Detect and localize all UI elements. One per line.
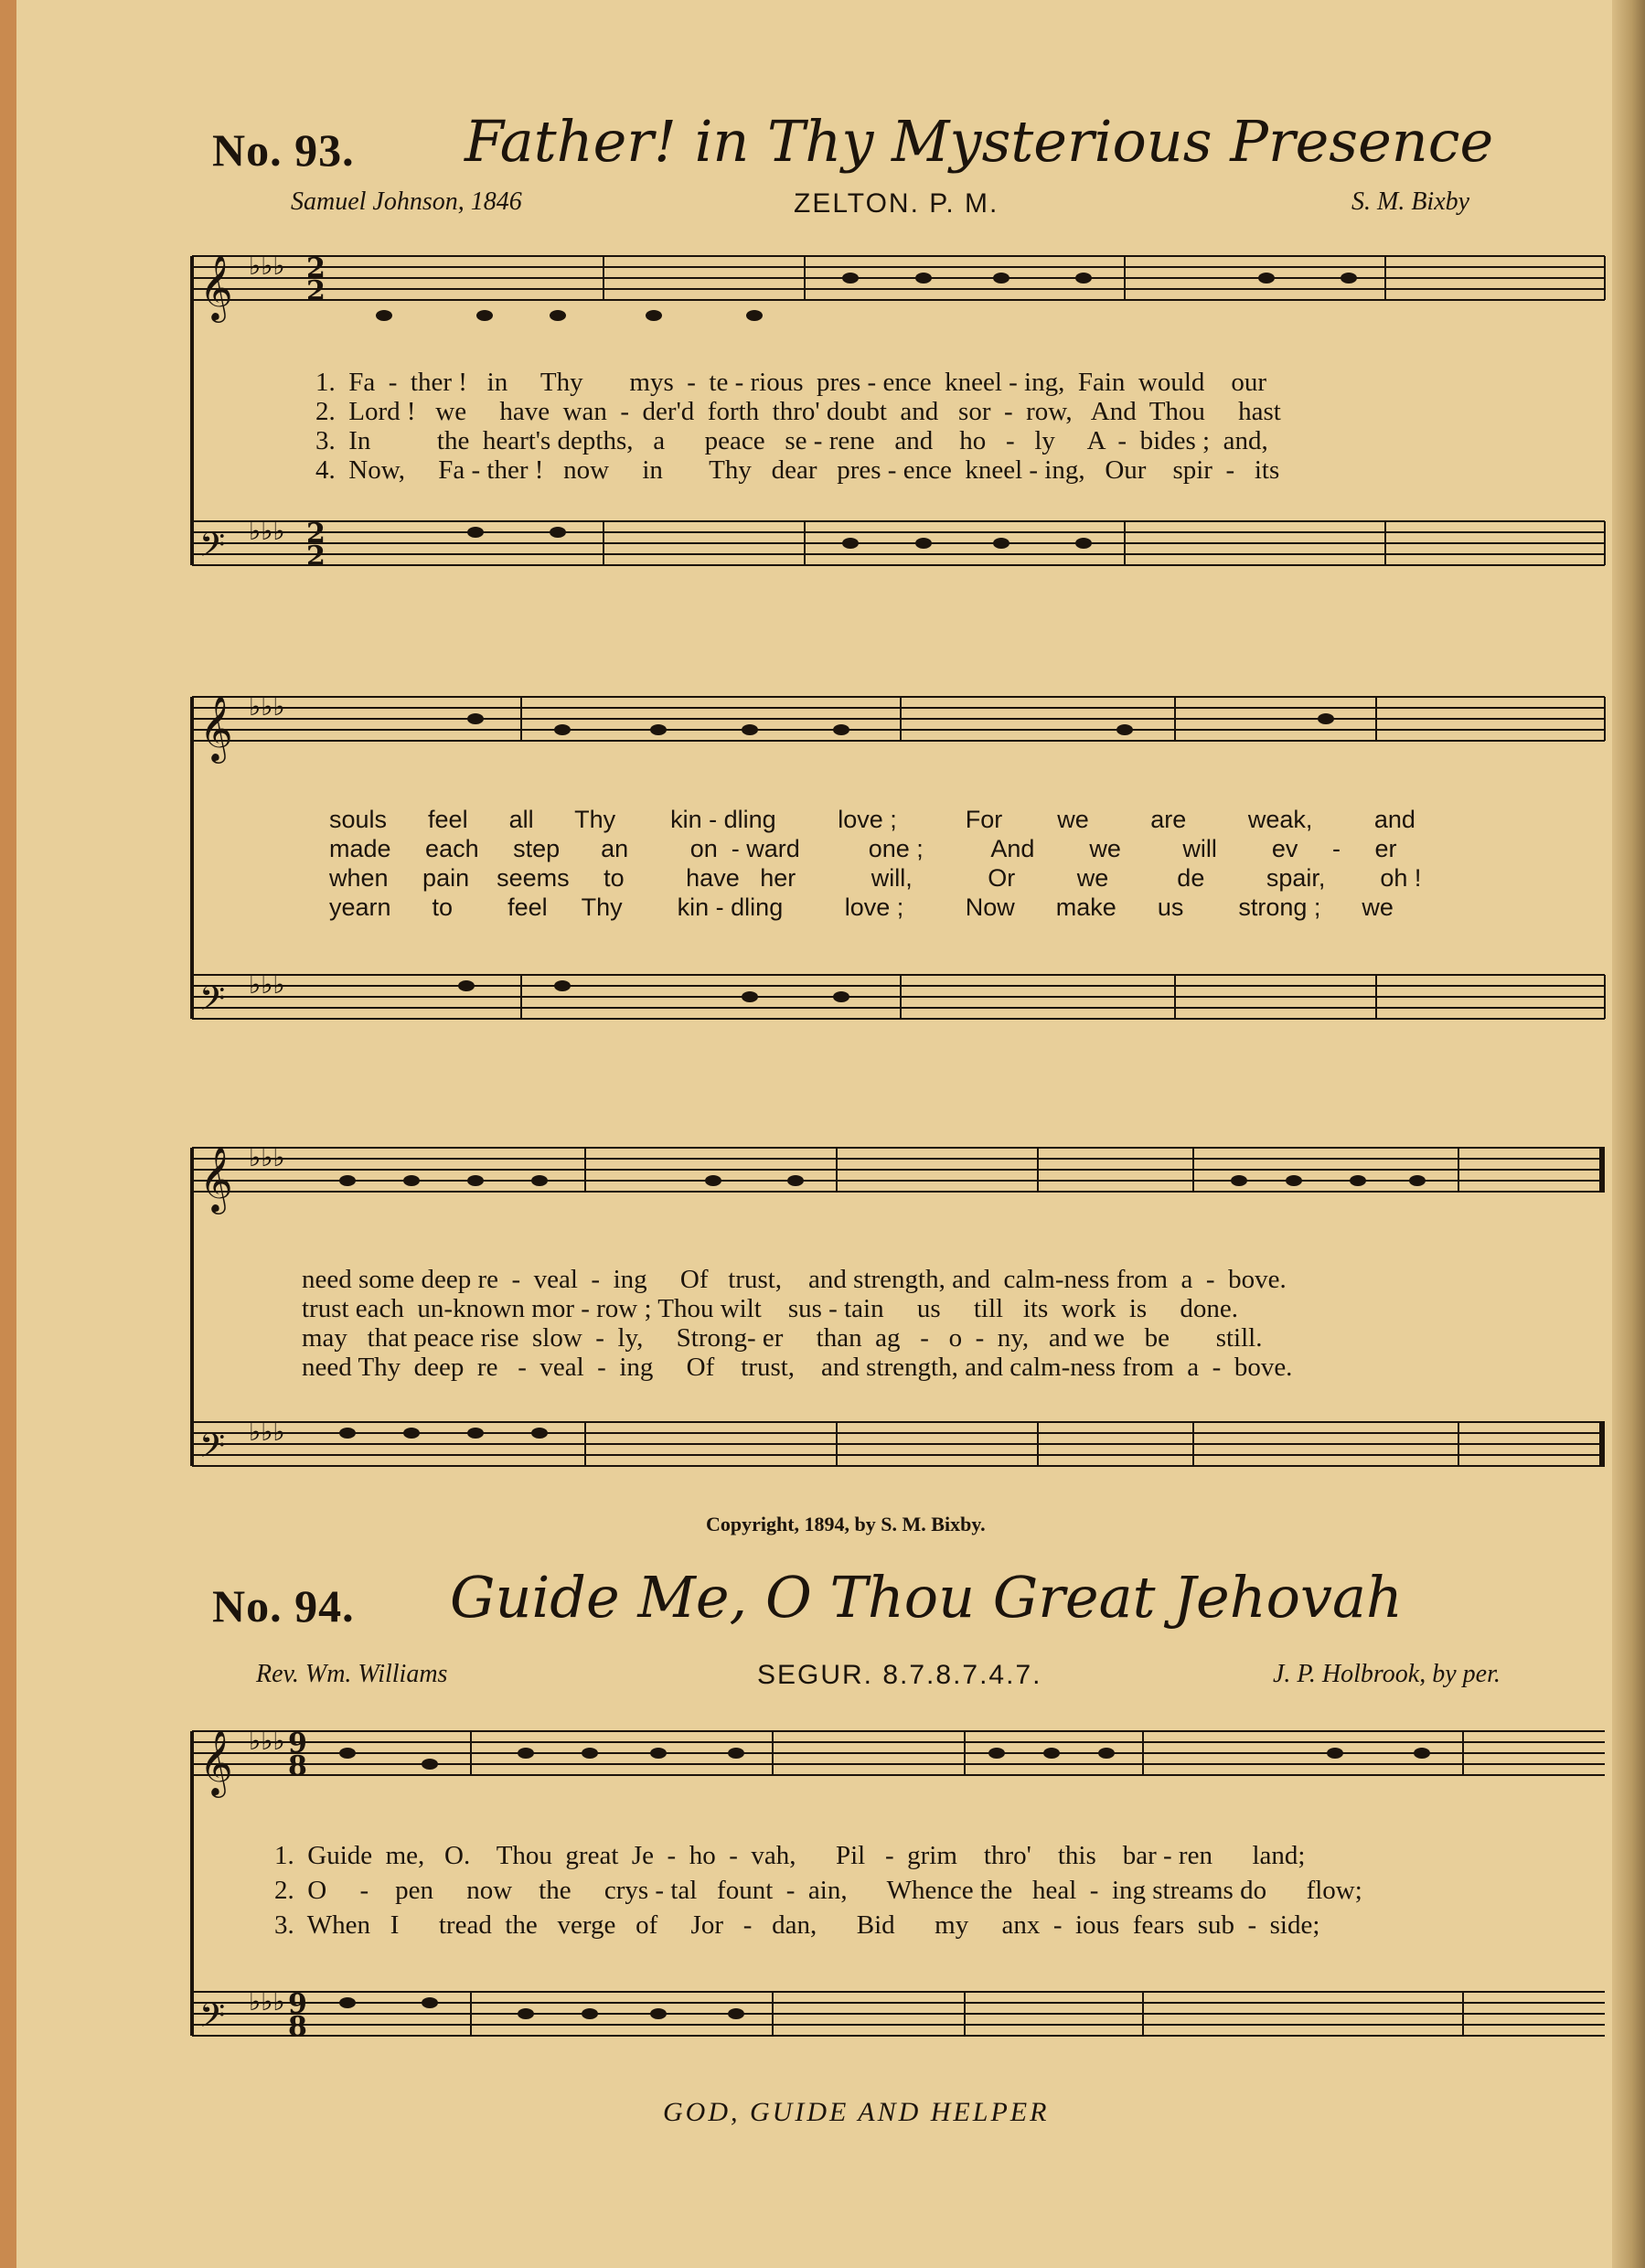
- verse-line: may that peace rise slow - ly, Strong- er than ag - o - ny, and we be still.: [302, 1323, 1263, 1353]
- svg-text:9: 9: [288, 1728, 307, 1760]
- hymn-93-number: No. 93.: [212, 124, 355, 176]
- verse-line: 3. In the heart's depths, a peace se - rene and ho - ly A - bides ; and,: [315, 426, 1268, 455]
- svg-text:𝄞: 𝄞: [199, 1145, 233, 1212]
- svg-text:2: 2: [306, 275, 326, 307]
- hymn-93-author: Samuel Johnson, 1846: [291, 187, 522, 216]
- svg-text:2: 2: [306, 540, 326, 572]
- svg-text:♭♭♭: ♭♭♭: [249, 516, 285, 546]
- verse-line: souls feel all Thy kin - dling love ; For we are weak, and: [329, 806, 1415, 833]
- hymn-93-system-3-lyrics: [302, 1265, 1292, 1382]
- verse-line: when pain seems to have her will, Or we de spair, oh !: [329, 864, 1422, 892]
- hymn-93-copyright: Copyright, 1894, by S. M. Bixby.: [706, 1513, 986, 1535]
- system-1-bass-staff: [192, 521, 1605, 565]
- svg-text:2: 2: [306, 518, 326, 550]
- hymn-93-composer: S. M. Bixby: [1351, 187, 1470, 216]
- hymn-93-title: Father! in Thy Mysterious Presence: [465, 108, 1494, 175]
- svg-text:𝄞: 𝄞: [199, 1728, 233, 1795]
- hymn-94-author: Rev. Wm. Williams: [256, 1660, 448, 1688]
- verse-line: 2. O - pen now the crys - tal fount - ain, Whence the heal - ing streams do flow;: [274, 1876, 1362, 1905]
- svg-text:𝄢: 𝄢: [199, 1427, 226, 1473]
- svg-text:𝄞: 𝄞: [199, 694, 233, 761]
- svg-text:8: 8: [288, 1750, 307, 1782]
- svg-text:♭♭♭: ♭♭♭: [249, 251, 285, 281]
- verse-line: 4. Now, Fa - ther ! now in Thy dear pres - ence kneel - ing, Our spir - its: [315, 455, 1280, 485]
- hymn-94-composer: J. P. Holbrook, by per.: [1273, 1660, 1501, 1688]
- svg-text:9: 9: [288, 1988, 307, 2020]
- svg-text:8: 8: [288, 2011, 307, 2043]
- svg-text:𝄞: 𝄞: [199, 253, 233, 320]
- svg-text:♭♭♭: ♭♭♭: [249, 1726, 285, 1756]
- hymn-93-system-1-lyrics: [315, 368, 1281, 485]
- svg-text:𝄢: 𝄢: [199, 1996, 226, 2043]
- verse-line: made each step an on - ward one ; And we will ev - er: [329, 835, 1397, 862]
- hymn-93-tune: ZELTON. P. M.: [794, 188, 999, 219]
- system-1-treble-staff: [192, 256, 1605, 300]
- svg-text:♭♭♭: ♭♭♭: [249, 969, 285, 1000]
- verse-line: need Thy deep re - veal - ing Of trust, and strength, and calm-ness from a - bove.: [302, 1353, 1293, 1382]
- svg-text:𝄢: 𝄢: [199, 979, 226, 1026]
- hymn-93-system-2-lyrics: [329, 805, 1421, 922]
- verse-line: 1. Fa - ther ! in Thy mys - te - rious pres - ence kneel - ing, Fain would our: [315, 368, 1267, 397]
- verse-line: 1. Guide me, O. Thou great Je - ho - vah, Pil - grim thro' this bar - ren land;: [274, 1841, 1306, 1870]
- svg-text:2: 2: [306, 252, 326, 284]
- svg-text:♭♭♭: ♭♭♭: [249, 1986, 285, 2017]
- hymn-94-title: Guide Me, O Thou Great Jehovah: [450, 1564, 1403, 1631]
- verse-line: 3. When I tread the verge of Jor - dan, Bid my anx - ious fears sub - side;: [274, 1910, 1320, 1940]
- svg-text:♭♭♭: ♭♭♭: [249, 691, 285, 722]
- svg-text:♭♭♭: ♭♭♭: [249, 1142, 285, 1172]
- verse-line: yearn to feel Thy kin - dling love ; Now make us strong ; we: [329, 893, 1394, 921]
- page-footer-section-title: GOD, GUIDE AND HELPER: [663, 2097, 1050, 2127]
- hymn-94-tune: SEGUR. 8.7.8.7.4.7.: [757, 1660, 1042, 1690]
- verse-line: 2. Lord ! we have wan - der'd forth thro' doubt and sor - row, And Thou hast: [315, 397, 1281, 426]
- hymn-94-number: No. 94.: [212, 1580, 355, 1631]
- svg-text:𝄢: 𝄢: [199, 526, 226, 572]
- hymn-94-lyrics: [274, 1838, 1362, 1942]
- verse-line: trust each un-known mor - row ; Thou wilt sus - tain us till its work is done.: [302, 1294, 1239, 1323]
- svg-text:♭♭♭: ♭♭♭: [249, 1417, 285, 1447]
- verse-line: need some deep re - veal - ing Of trust, and strength, and calm-ness from a - bove.: [302, 1265, 1287, 1294]
